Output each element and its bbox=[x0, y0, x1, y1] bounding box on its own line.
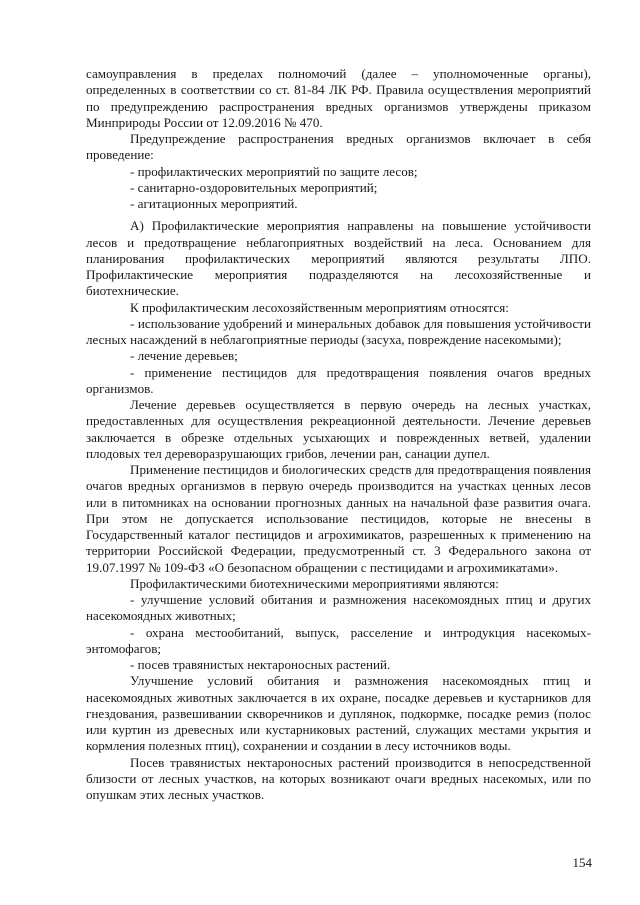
list-item: - профилактических мероприятий по защите лесов; bbox=[130, 163, 418, 179]
paragraph: Профилактическими биотехническими мероприятиями являются: bbox=[130, 575, 499, 591]
list-item: - санитарно-оздоровительных мероприятий; bbox=[130, 179, 378, 195]
paragraph: Посев травянистых нектароносных растений производится в непосредственной близости от лесных участков, на которых возникают очаги вредных насекомых, или по опушкам этих лесных участков. bbox=[86, 754, 591, 802]
paragraph: Применение пестицидов и биологических средств для предотвращения появления очагов вредных организмов в первую очередь производится на участках ценных лесов или в питомниках на основании прогнозных данных на начальной фазе развития очага. При этом не допускается использование пестицидов, которые не внесены в Государственный каталог пестицидов и агрохимикатов, разрешенных к применению на территории Российской Федерации, предусмотренный ст. 3 Федерального закона от 19.07.1997 № 109-ФЗ «О безопасном обращении с пестицидами и агрохимикатами». bbox=[86, 462, 591, 575]
paragraph: Предупреждение распространения вредных организмов включает в себя проведение: bbox=[86, 131, 591, 163]
paragraph: А) Профилактические мероприятия направлены на повышение устойчивости лесов и предотвращение неблагоприятных воздействий на леса. Основанием для планирования профилактических мероприятий являются результаты ЛПО. Профилактические мероприятия подразделяются на лесохозяйственные и биотехнические. bbox=[86, 218, 591, 299]
paragraph: Улучшение условий обитания и размножения насекомоядных птиц и насекомоядных животных заключается в их охране, посадке деревьев и кустарников для гнездования, развешивании скворечников и дуплянок, подкормке, посадке ремиз (полос или куртин из древесных или кустарниковых растений, служащих местами укрытия и кормления полезных птиц), сохранении и создании в лесу источников воды. bbox=[86, 673, 591, 754]
paragraph: К профилактическим лесохозяйственным мероприятиям относятся: bbox=[130, 299, 509, 315]
list-item: - улучшение условий обитания и размножения насекомоядных птиц и других насекомоядных животных; bbox=[86, 592, 591, 624]
list-item: - применение пестицидов для предотвращения появления очагов вредных организмов. bbox=[86, 364, 591, 396]
list-item: - лечение деревьев; bbox=[130, 348, 238, 364]
list-item: - использование удобрений и минеральных добавок для повышения устойчивости лесных насаждений в неблагоприятные периоды (засуха, повреждение насекомыми); bbox=[86, 315, 591, 347]
document-body bbox=[86, 66, 591, 803]
list-item: - агитационных мероприятий. bbox=[130, 196, 298, 211]
paragraph: самоуправления в пределах полномочий (далее – уполномоченные органы), определенных в соответствии со ст. 81-84 ЛК РФ. Правила осуществления мероприятий по предупреждению распространения вредных организмов утверждены приказом Минприроды России от 12.09.2016 № 470. bbox=[86, 66, 591, 130]
list-item: - охрана местообитаний, выпуск, расселение и интродукция насекомых-энтомофагов; bbox=[86, 624, 591, 656]
list-item: - посев травянистых нектароносных растений. bbox=[130, 657, 391, 672]
page-number: 154 bbox=[572, 855, 592, 870]
paragraph: Лечение деревьев осуществляется в первую очередь на лесных участках, предоставленных для осуществления рекреационной деятельности. Лечение деревьев заключается в обрезке отдельных усыхающих и поврежденных ветвей, удалении плодовых тел дереворазрушающих грибов, лечении ран, санации дупел. bbox=[86, 397, 591, 461]
